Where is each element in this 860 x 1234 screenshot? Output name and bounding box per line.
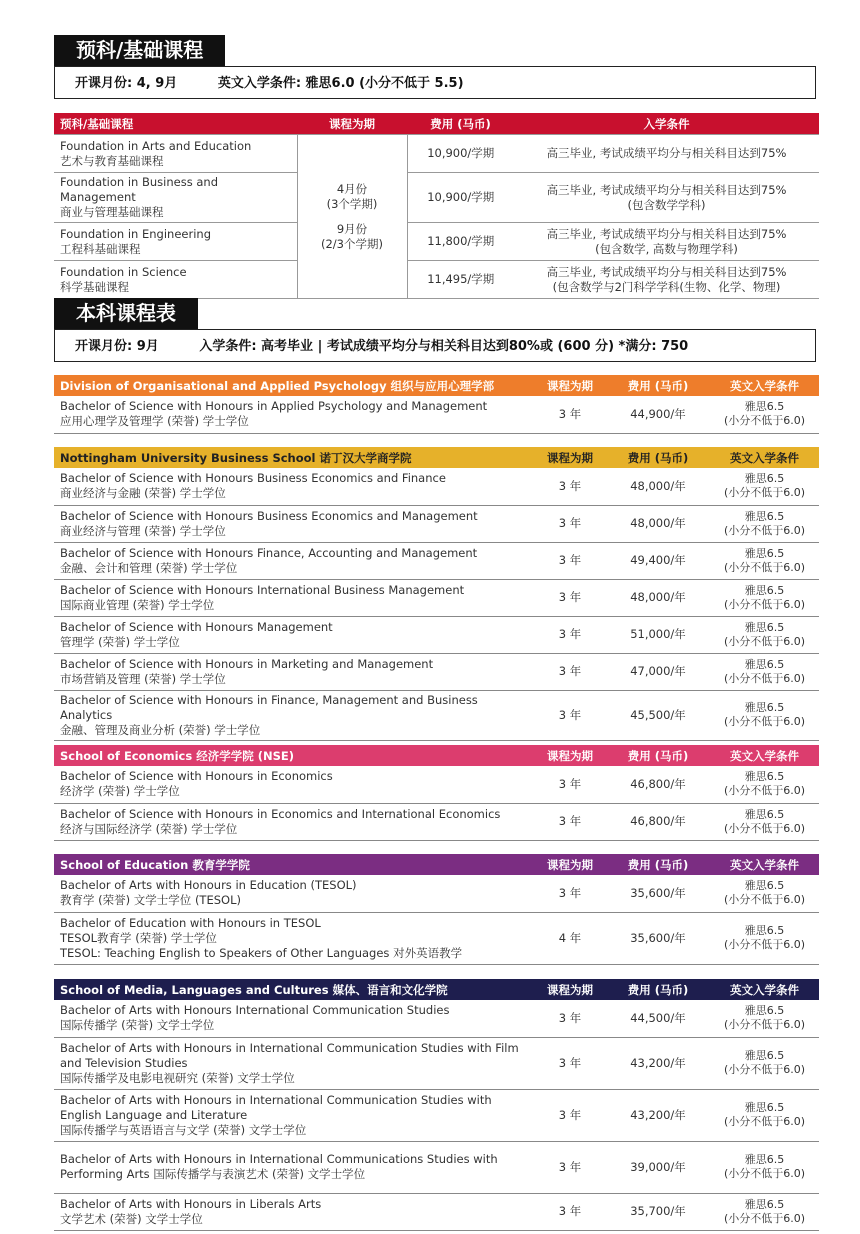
course-cn: 市场营销及管理 (荣誉) 学士学位 bbox=[60, 671, 226, 686]
duration: 3 年 bbox=[534, 1141, 606, 1193]
table-row bbox=[54, 173, 819, 223]
english-requirement: 雅思6.5 (小分不低于6.0) bbox=[710, 396, 819, 433]
table-row bbox=[54, 875, 819, 912]
course-en: Bachelor of Arts with Honours in International Communication Studies with Film and Television Studies bbox=[60, 1040, 519, 1070]
col-duration: 课程为期 bbox=[547, 982, 593, 997]
table-row bbox=[54, 690, 819, 740]
school-header-row bbox=[54, 854, 819, 875]
fee: 48,000/年 bbox=[606, 505, 710, 542]
fee: 51,000/年 bbox=[606, 616, 710, 653]
col-duration: 课程为期 bbox=[547, 450, 593, 465]
foundation-section-title: 预科/基础课程 bbox=[54, 35, 225, 66]
course-name bbox=[54, 468, 534, 505]
course-name bbox=[54, 653, 534, 690]
english-requirement: 雅思6.5 (小分不低于6.0) bbox=[710, 690, 819, 740]
english-requirement: 雅思6.5 (小分不低于6.0) bbox=[710, 875, 819, 912]
foundation-table bbox=[54, 113, 819, 299]
col-fee: 费用 (马币) bbox=[627, 450, 689, 465]
fee: 49,400/年 bbox=[606, 542, 710, 579]
fee: 44,900/年 bbox=[606, 396, 710, 433]
table-row bbox=[54, 223, 819, 261]
foundation-info-box bbox=[54, 66, 816, 99]
table-row bbox=[54, 803, 819, 840]
course-name bbox=[54, 766, 534, 803]
english-requirement: 雅思6.5 (小分不低于6.0) bbox=[710, 468, 819, 505]
course-en: Foundation in Engineering bbox=[60, 226, 211, 241]
course-cn: 国际传播学及电影电视研究 (荣誉) 文学士学位 bbox=[60, 1070, 295, 1085]
course-cn: 教育学 (荣誉) 文学士学位 (TESOL) bbox=[60, 893, 241, 908]
undergrad-info-box bbox=[54, 329, 816, 362]
duration: 3 年 bbox=[534, 1193, 606, 1230]
course-name bbox=[54, 542, 534, 579]
course-cn: 文学艺术 (荣誉) 文学士学位 bbox=[60, 1211, 203, 1226]
table-row bbox=[54, 912, 819, 964]
duration: 3 年 bbox=[534, 468, 606, 505]
course-name bbox=[54, 1141, 534, 1193]
school-name: Division of Organisational and Applied Psychology 组织与应用心理学部 bbox=[60, 378, 495, 393]
school-table bbox=[54, 854, 819, 965]
requirement: 高三毕业, 考试成绩平均分与相关科目达到75% bbox=[514, 135, 819, 173]
course-name bbox=[54, 1193, 534, 1230]
table-row bbox=[54, 616, 819, 653]
fee: 46,800/年 bbox=[606, 803, 710, 840]
course-en: Bachelor of Science with Honours Business Economics and Finance bbox=[60, 471, 446, 486]
school-table bbox=[54, 745, 819, 841]
duration: 3 年 bbox=[534, 1000, 606, 1037]
table-row bbox=[54, 1089, 819, 1141]
course-cn: 国际商业管理 (荣誉) 学士学位 bbox=[60, 597, 215, 612]
col-requirement: 入学条件 bbox=[643, 116, 690, 131]
course-en: Bachelor of Arts with Honours in International Communication Studies with English Language and Literature bbox=[60, 1092, 492, 1122]
duration: 3 年 bbox=[534, 616, 606, 653]
course-en: Bachelor of Arts with Honours in Liberals Arts bbox=[60, 1196, 322, 1211]
course-en: Bachelor of Science with Honours in Economics bbox=[60, 769, 333, 784]
course-name bbox=[54, 505, 534, 542]
table-row bbox=[54, 396, 819, 433]
fee: 44,500/年 bbox=[606, 1000, 710, 1037]
school-header-row bbox=[54, 375, 819, 396]
course-cn: 金融、管理及商业分析 (荣誉) 学士学位 bbox=[60, 722, 261, 737]
col-english-req: 英文入学条件 bbox=[730, 982, 799, 997]
duration: 3 年 bbox=[534, 875, 606, 912]
fee: 43,200/年 bbox=[606, 1089, 710, 1141]
course-name bbox=[54, 579, 534, 616]
col-fee: 费用 (马币) bbox=[627, 982, 689, 997]
fee: 35,600/年 bbox=[606, 875, 710, 912]
course-cn: 商业与管理基础课程 bbox=[60, 205, 164, 219]
course-name bbox=[54, 875, 534, 912]
duration: 3 年 bbox=[534, 1089, 606, 1141]
course-en: Bachelor of Arts with Honours in Education (TESOL) bbox=[60, 878, 357, 893]
course-cn: 商业经济与金融 (荣誉) 学士学位 bbox=[60, 486, 226, 501]
school-table bbox=[54, 979, 819, 1231]
col-duration: 课程为期 bbox=[547, 378, 593, 393]
duration-cell: 4月份 (3个学期) 9月份 (2/3个学期) bbox=[297, 135, 407, 299]
requirement: 高三毕业, 考试成绩平均分与相关科目达到75% (包含数学学科) bbox=[514, 173, 819, 223]
course-cn: 商业经济与管理 (荣誉) 学士学位 bbox=[60, 523, 226, 538]
course-name bbox=[54, 396, 534, 433]
col-english-req: 英文入学条件 bbox=[730, 378, 799, 393]
duration: 3 年 bbox=[534, 505, 606, 542]
course-cn: 国际传播学 (荣誉) 文学士学位 bbox=[60, 1018, 215, 1033]
english-requirement: 雅思6.5 (小分不低于6.0) bbox=[710, 505, 819, 542]
duration: 3 年 bbox=[534, 579, 606, 616]
course-en: Foundation in Science bbox=[60, 264, 187, 279]
english-requirement: 雅思6.5 (小分不低于6.0) bbox=[710, 1000, 819, 1037]
course-cn: 管理学 (荣誉) 学士学位 bbox=[60, 634, 180, 649]
table-row bbox=[54, 505, 819, 542]
school-name: School of Education 教育学学院 bbox=[60, 857, 250, 872]
col-course: 预科/基础课程 bbox=[60, 116, 134, 131]
english-requirement: 雅思6.5 (小分不低于6.0) bbox=[710, 616, 819, 653]
duration: 3 年 bbox=[534, 396, 606, 433]
course-cn: 工程科基础课程 bbox=[60, 241, 141, 256]
fee: 35,600/年 bbox=[606, 912, 710, 964]
table-row bbox=[54, 766, 819, 803]
school-header-row bbox=[54, 447, 819, 468]
course-cn: 艺术与教育基础课程 bbox=[60, 153, 164, 168]
table-row bbox=[54, 468, 819, 505]
english-requirement: 雅思6.5 (小分不低于6.0) bbox=[710, 1037, 819, 1089]
course-en: Bachelor of Science with Honours in Marketing and Management bbox=[60, 656, 434, 671]
course-cn: 经济学 (荣誉) 学士学位 bbox=[60, 784, 180, 799]
school-header-row bbox=[54, 745, 819, 766]
col-fee: 费用 (马币) bbox=[627, 748, 689, 763]
course-name bbox=[54, 803, 534, 840]
school-header-row bbox=[54, 979, 819, 1000]
english-requirement: 雅思6.5 (小分不低于6.0) bbox=[710, 803, 819, 840]
fee: 48,000/年 bbox=[606, 579, 710, 616]
duration: 3 年 bbox=[534, 803, 606, 840]
school-table bbox=[54, 447, 819, 741]
course-en: Bachelor of Science with Honours in Finance, Management and Business Analytics bbox=[60, 692, 478, 722]
table-row bbox=[54, 1037, 819, 1089]
course-note: TESOL: Teaching English to Speakers of Other Languages 对外英语教学 bbox=[60, 945, 463, 960]
table-row bbox=[54, 1000, 819, 1037]
table-row bbox=[54, 135, 819, 173]
course-en: Bachelor of Science with Honours Business Economics and Management bbox=[60, 508, 478, 523]
duration: 3 年 bbox=[534, 542, 606, 579]
course-name bbox=[54, 690, 534, 740]
fee: 45,500/年 bbox=[606, 690, 710, 740]
english-requirement: 雅思6.5 (小分不低于6.0) bbox=[710, 766, 819, 803]
course-cn: 金融、会计和管理 (荣誉) 学士学位 bbox=[60, 560, 238, 575]
english-requirement: 雅思6.5 (小分不低于6.0) bbox=[710, 653, 819, 690]
requirement: 高三毕业, 考试成绩平均分与相关科目达到75% (包含数学与2门科学学科(生物、化学、物理) bbox=[514, 261, 819, 299]
table-row bbox=[54, 1141, 819, 1193]
undergrad-intake: 开课月份: 9月 bbox=[75, 339, 159, 354]
course-en: Bachelor of Science with Honours in Applied Psychology and Management bbox=[60, 399, 488, 414]
course-cn: TESOL教育学 (荣誉) 学士学位 bbox=[60, 930, 217, 945]
foundation-intake: 开课月份: 4, 9月 bbox=[75, 76, 178, 91]
table-row bbox=[54, 1193, 819, 1230]
course-en: Bachelor of Arts with Honours in International Communications Studies with Performing Arts 国际传播学与表演艺术 (荣誉) 文学士学位 bbox=[60, 1152, 498, 1181]
course-en: Bachelor of Education with Honours in TESOL bbox=[60, 915, 321, 930]
table-row bbox=[54, 579, 819, 616]
undergrad-section-title: 本科课程表 bbox=[54, 298, 198, 329]
duration: 3 年 bbox=[534, 653, 606, 690]
table-row bbox=[54, 261, 819, 299]
undergrad-entry-req: 入学条件: 高考毕业 | 考试成绩平均分与相关科目达到80%或 (600 分) *满分: 750 bbox=[199, 339, 689, 354]
fee: 10,900/学期 bbox=[407, 135, 514, 173]
english-requirement: 雅思6.5 (小分不低于6.0) bbox=[710, 1141, 819, 1193]
fee: 48,000/年 bbox=[606, 468, 710, 505]
fee: 10,900/学期 bbox=[407, 173, 514, 223]
course-en: Bachelor of Arts with Honours International Communication Studies bbox=[60, 1003, 450, 1018]
table-row bbox=[54, 653, 819, 690]
english-requirement: 雅思6.5 (小分不低于6.0) bbox=[710, 579, 819, 616]
duration: 3 年 bbox=[534, 690, 606, 740]
course-name bbox=[54, 1000, 534, 1037]
english-requirement: 雅思6.5 (小分不低于6.0) bbox=[710, 1089, 819, 1141]
col-duration: 课程为期 bbox=[547, 748, 593, 763]
english-requirement: 雅思6.5 (小分不低于6.0) bbox=[710, 542, 819, 579]
duration: 4 年 bbox=[534, 912, 606, 964]
col-english-req: 英文入学条件 bbox=[730, 857, 799, 872]
course-en: Foundation in Business and Management bbox=[60, 175, 218, 204]
col-fee: 费用 (马币) bbox=[627, 378, 689, 393]
course-name bbox=[54, 616, 534, 653]
fee: 39,000/年 bbox=[606, 1141, 710, 1193]
col-duration: 课程为期 bbox=[547, 857, 593, 872]
table-row bbox=[54, 542, 819, 579]
fee: 46,800/年 bbox=[606, 766, 710, 803]
course-cn: 经济与国际经济学 (荣誉) 学士学位 bbox=[60, 821, 238, 836]
course-name bbox=[54, 1089, 534, 1141]
duration: 3 年 bbox=[534, 766, 606, 803]
foundation-header-row bbox=[54, 113, 819, 135]
requirement: 高三毕业, 考试成绩平均分与相关科目达到75% (包含数学, 高数与物理学科) bbox=[514, 223, 819, 261]
school-name: School of Economics 经济学学院 (NSE) bbox=[60, 748, 294, 763]
course-en: Bachelor of Science with Honours in Economics and International Economics bbox=[60, 806, 501, 821]
foundation-english-req: 英文入学条件: 雅思6.0 (小分不低于 5.5) bbox=[217, 76, 464, 91]
course-cn: 应用心理学及管理学 (荣誉) 学士学位 bbox=[60, 414, 249, 429]
col-fee: 费用 (马币) bbox=[627, 857, 689, 872]
fee: 47,000/年 bbox=[606, 653, 710, 690]
school-table bbox=[54, 375, 819, 434]
fee: 11,800/学期 bbox=[407, 223, 514, 261]
course-en: Bachelor of Science with Honours Finance, Accounting and Management bbox=[60, 545, 478, 560]
col-english-req: 英文入学条件 bbox=[730, 450, 799, 465]
course-name bbox=[54, 1037, 534, 1089]
col-english-req: 英文入学条件 bbox=[730, 748, 799, 763]
english-requirement: 雅思6.5 (小分不低于6.0) bbox=[710, 1193, 819, 1230]
school-name: School of Media, Languages and Cultures 媒体、语言和文化学院 bbox=[60, 982, 448, 997]
course-cn: 国际传播学与英语语言与文学 (荣誉) 文学士学位 bbox=[60, 1122, 307, 1137]
english-requirement: 雅思6.5 (小分不低于6.0) bbox=[710, 912, 819, 964]
col-duration: 课程为期 bbox=[329, 116, 375, 131]
col-fee: 费用 (马币) bbox=[430, 116, 491, 131]
fee: 43,200/年 bbox=[606, 1037, 710, 1089]
fee: 11,495/学期 bbox=[407, 261, 514, 299]
course-en: Foundation in Arts and Education bbox=[60, 138, 252, 153]
course-name bbox=[54, 912, 534, 964]
duration: 3 年 bbox=[534, 1037, 606, 1089]
school-name: Nottingham University Business School 诺丁汉大学商学院 bbox=[60, 450, 412, 465]
course-en: Bachelor of Science with Honours Management bbox=[60, 619, 333, 634]
course-en: Bachelor of Science with Honours International Business Management bbox=[60, 582, 465, 597]
fee: 35,700/年 bbox=[606, 1193, 710, 1230]
course-cn: 科学基础课程 bbox=[60, 279, 129, 294]
